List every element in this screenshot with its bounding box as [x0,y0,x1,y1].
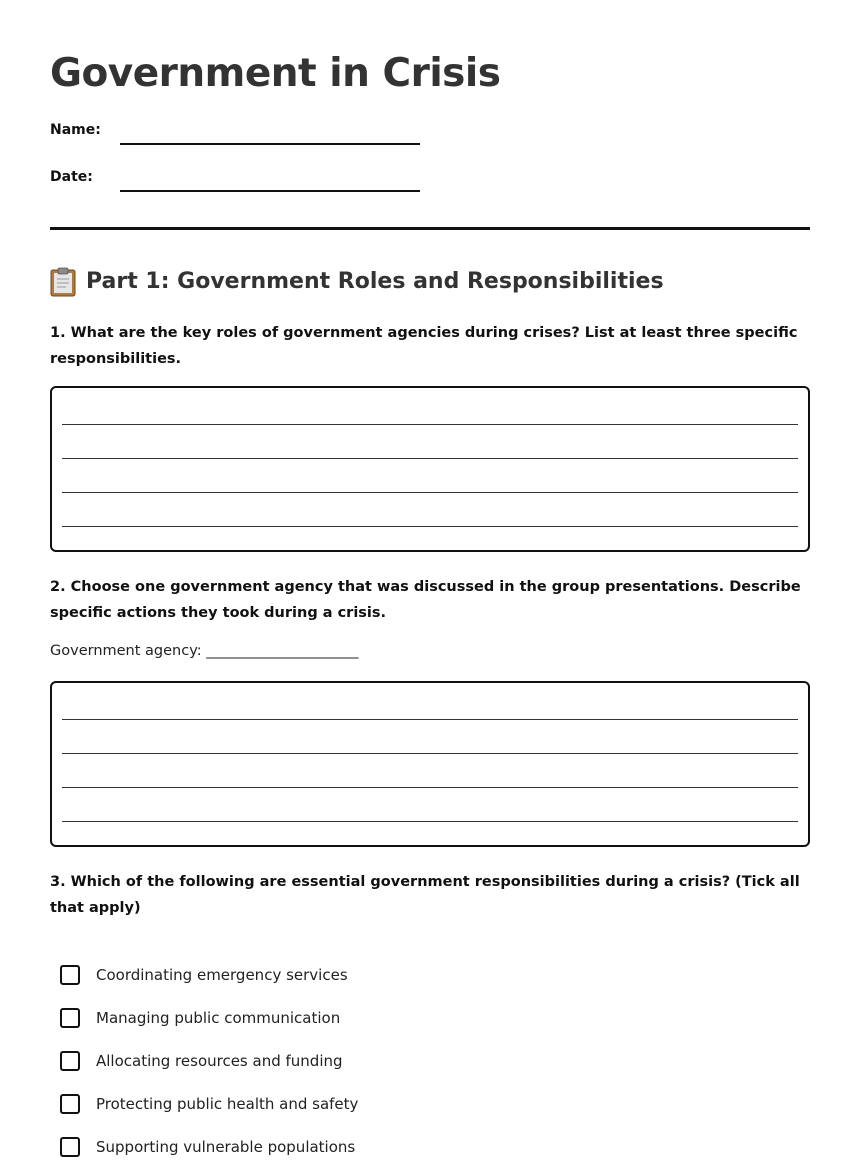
answer-line [62,492,798,493]
answer-line [62,526,798,527]
checkbox[interactable] [60,1137,80,1157]
name-input-line[interactable] [120,143,420,145]
agency-prompt[interactable]: Government agency: _____________________ [50,643,359,659]
checklist-label: Supporting vulnerable populations [96,1138,356,1156]
checklist-label: Protecting public health and safety [96,1095,359,1113]
checklist-label: Coordinating emergency services [96,966,348,984]
checkbox[interactable] [60,1008,80,1028]
header-divider [50,227,810,230]
answer-line [62,424,798,425]
checkbox[interactable] [60,965,80,985]
checklist-item[interactable] [60,962,348,988]
question-1: 1. What are the key roles of government agencies during crises? List at least three specific responsibilities. [50,325,798,367]
checkbox[interactable] [60,1094,80,1114]
answer-box-1[interactable] [50,386,810,552]
checklist-label: Allocating resources and funding [96,1052,343,1070]
section-heading-text: Part 1: Government Roles and Responsibilities [86,269,664,294]
checklist-item[interactable] [60,1134,355,1160]
name-field [50,122,470,152]
checklist-item[interactable] [60,1005,340,1031]
checkbox[interactable] [60,1051,80,1071]
answer-line [62,821,798,822]
section-heading-part1 [50,266,664,298]
question-3: 3. Which of the following are essential government responsibilities during a crisis? (Tick all that apply) [50,874,800,916]
checklist-item[interactable] [60,1048,343,1074]
answer-line [62,458,798,459]
checklist-item[interactable] [60,1091,358,1117]
answer-line [62,719,798,720]
answer-box-2[interactable] [50,681,810,847]
name-label: Name: [50,122,101,138]
clipboard-icon [50,267,76,297]
date-field [50,169,470,199]
date-input-line[interactable] [120,190,420,192]
date-label: Date: [50,169,93,185]
answer-line [62,753,798,754]
page-title: Government in Crisis [50,51,501,96]
answer-line [62,787,798,788]
question-2: 2. Choose one government agency that was discussed in the group presentations. Describe specific actions they took during a crisis. [50,579,801,621]
checklist-label: Managing public communication [96,1009,341,1027]
